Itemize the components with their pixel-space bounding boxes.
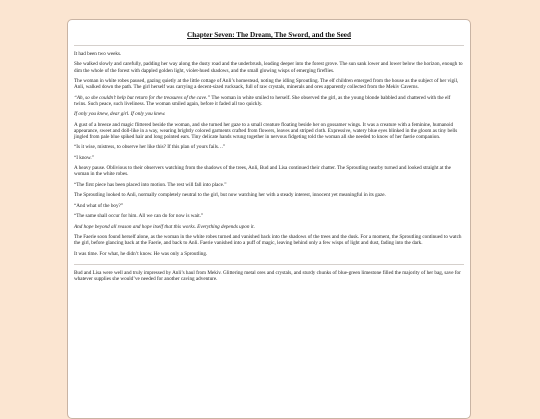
paragraph-text: The woman in white smiled to herself. She observed the girl, as the young blonde babbled and chattered with the elf twins. Such peace, such liveliness. The woman smiled again, before it faded all too quickly. [74, 94, 451, 107]
paragraph-text: “I know.” [74, 154, 94, 161]
paragraph-text: “Is it wise, mistress, to observe her like this? If this plan of yours fails…” [74, 144, 226, 151]
chapter-body [74, 51, 464, 257]
paragraph-text: A heavy pause. Oblivious to their observers watching from the shadows of the trees, Anli, Bud and Lisa continued their chatter. The Sproutling nearby turned and looked straight at the woman in the white robes. [74, 165, 451, 178]
italic-text: “Ah, so she couldn’t help but return for the treasures of the cave.” [74, 94, 211, 101]
paragraph-text: It was time. For what, he didn’t know. He was only a Sproutling. [74, 250, 208, 257]
chapter-title: Chapter Seven: The Dream, The Sword, and the Seed [187, 31, 351, 39]
italic-text: And hope beyond all reason and hope itself that this works. Everything depends upon it. [74, 223, 255, 230]
paragraph-text: “And what of the boy?” [74, 202, 124, 209]
paragraph-text: The woman in white robes paused, gazing quietly at the little cottage of Anli’s homestead, noting the idling Sproutling. The elf children emerged from the house as the subject of her vigil, Anli, walked down the path. The girl herself was carrying a decent-sized rucksack, full of raw crystals, minerals and ores apparently collected from the Mekiv Caverns. [74, 78, 459, 91]
paragraph [74, 78, 464, 90]
paragraph [74, 144, 464, 150]
paragraph [74, 203, 464, 209]
title-divider [74, 45, 464, 46]
italic-text: If only you knew, dear girl. If only you knew. [74, 111, 166, 118]
chapter-page [67, 19, 471, 419]
paragraph [74, 61, 464, 73]
paragraph-text: The Faerie soon found herself alone, as the woman in the white robes turned and vanished back into the shadows of the trees and the dusk. For a moment, the Sproutling continued to watch the girl, before glancing back at the Faerie, and back to Anli. Faerie vanished into a puff of magic, leaving behind only a few wisps of light and dust, fading into the dark. [74, 234, 462, 247]
paragraph-text: “The first piece has been placed into motion. The rest will fall into place.” [74, 181, 227, 188]
paragraph [74, 224, 464, 230]
paragraph-text: She walked slowly and carefully, padding her way along the dusty road and the underbrush, leading deeper into the forest grove. The sun sank lower and lower below the horizon, enough to dim the whole of the forest with dappled golden light, violet-hued shadows, and the small glowing wisps of emerging fireflies. [74, 61, 463, 74]
paragraph [74, 270, 464, 282]
paragraph [74, 51, 464, 57]
paragraph-text: It had been two weeks. [74, 51, 122, 57]
chapter-body-continued [74, 270, 464, 282]
paragraph [74, 95, 464, 107]
paragraph [74, 155, 464, 161]
paragraph-text: A gust of a breeze and magic flittered beside the woman, and she turned her gaze to a small creature floating beside her on gossamer wings. It was a creature with a feminine, humanoid appearance, sweet and doll-like in a way, wearing brightly colored garments crafted from flowers, leaves and striped cloth. Expressive, watery blue eyes blinked in the gloom as tiny bells jingled from pale blue spiked hair and long pointed ears. Tiny delicate hands wrung together in nervous fidgeting told the woman all she needed to know of her faerie companion. [74, 121, 458, 140]
paragraph [74, 251, 464, 257]
paragraph [74, 234, 464, 246]
paragraph [74, 122, 464, 140]
paragraph [74, 111, 464, 117]
paragraph-text: The Sproutling looked to Anli, normally completely neutral to the girl, but now watching her with a steady interest, innocent yet meaningful in its gaze. [74, 192, 386, 199]
paragraph [74, 192, 464, 198]
paragraph [74, 182, 464, 188]
section-divider [74, 264, 464, 265]
paragraph-text: Bud and Lisa were well and truly impressed by Anli’s haul from Mekiv. Glittering metal ores and crystals, and sturdy chunks of blue-green limestone filled the majority of her bag, save for whatever supplies she would’ve needed for another caving adventure. [74, 270, 461, 283]
paragraph [74, 213, 464, 219]
paragraph-text: “The same shall occur for him. All we can do for now is wait.” [74, 213, 204, 220]
paragraph [74, 165, 464, 177]
